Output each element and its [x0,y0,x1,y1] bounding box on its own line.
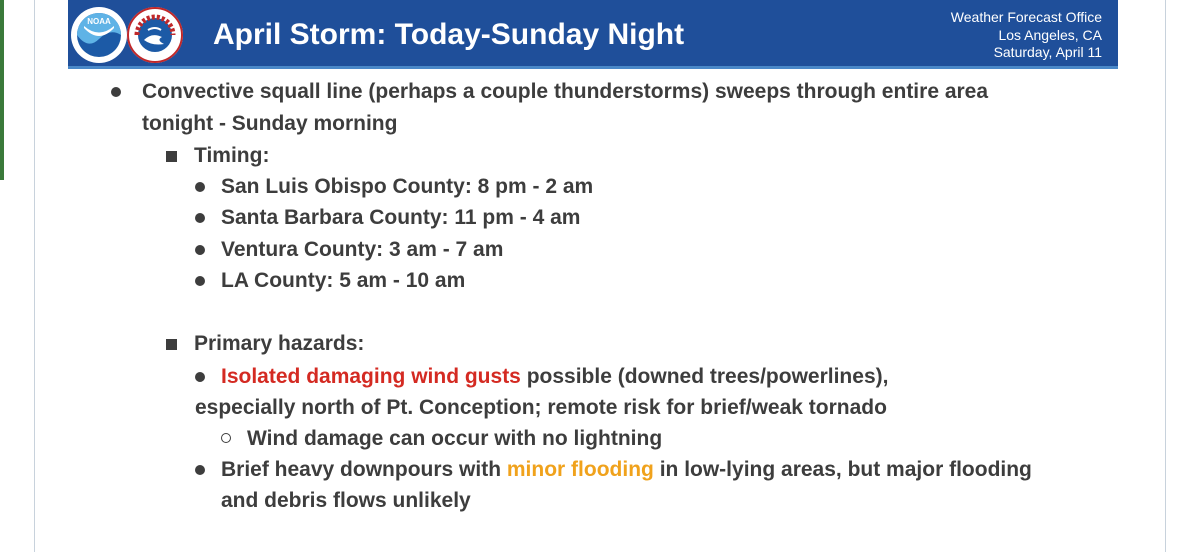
bullet-square-icon [166,339,177,350]
office-location: Los Angeles, CA [998,26,1102,43]
bullet-dot-icon [195,276,205,286]
bullet-dot-icon [195,213,205,223]
bullet-square-icon [166,151,177,162]
rain-hazard-prefix: Brief heavy downpours with [221,458,507,481]
bullet-dot-icon [111,87,121,97]
rain-hazard-line1 [221,455,1032,485]
wind-hazard-text: possible (downed trees/powerlines), [520,365,889,388]
forecast-date: Saturday, April 11 [993,44,1102,60]
office-name: Weather Forecast Office [950,9,1102,25]
bullet-dot-icon [195,372,205,382]
timing-item: Santa Barbara County: 11 pm - 4 am [221,206,581,229]
wind-hazard-line2: especially north of Pt. Conception; remote risk for brief/weak tornado [195,396,887,419]
main-bullet-line2: tonight - Sunday morning [142,112,398,135]
main-bullet-line1: Convective squall line (perhaps a couple thunderstorms) sweeps through entire area [142,80,989,103]
svg-text:NOAA: NOAA [87,17,111,26]
timing-item: LA County: 5 am - 10 am [221,269,466,292]
hazards-label: Primary hazards: [194,332,365,355]
timing-item: San Luis Obispo County: 8 pm - 2 am [221,175,594,198]
wind-hazard-line1 [221,362,888,392]
page-title: April Storm: Today-Sunday Night [213,18,685,51]
timing-item: Ventura County: 3 am - 7 am [221,238,504,261]
bullet-ring-icon [221,433,231,443]
bullet-dot-icon [195,465,205,475]
minor-flooding-highlight: minor flooding [506,458,654,481]
bullet-dot-icon [195,245,205,255]
timing-label: Timing: [194,144,270,167]
rain-hazard-line2: and debris flows unlikely [221,489,471,512]
wind-gusts-highlight: Isolated damaging wind gusts [221,365,521,388]
bullet-dot-icon [195,182,205,192]
wind-sub-bullet: Wind damage can occur with no lightning [247,427,663,450]
rain-hazard-suffix: in low-lying areas, but major flooding [653,458,1032,481]
